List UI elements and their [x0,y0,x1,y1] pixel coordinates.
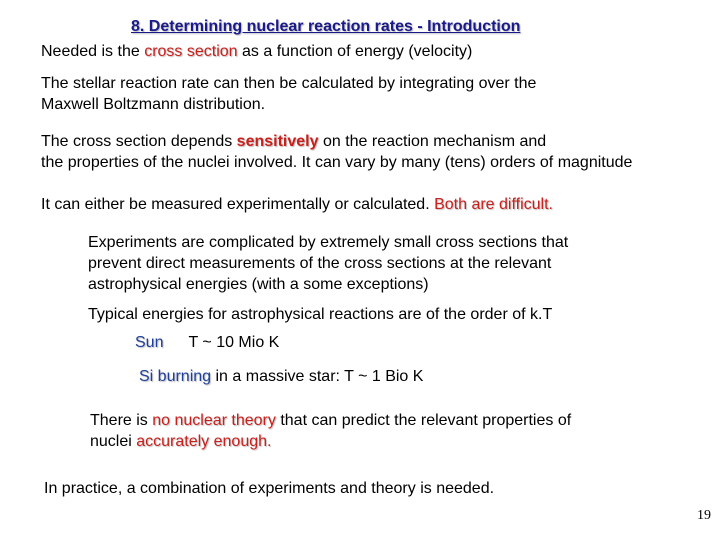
text-segment: The cross section depends [41,133,237,150]
text-line-si-burning [139,366,423,387]
text-line-conclusion: In practice, a combination of experiments and theory is needed. [44,480,495,497]
text-line-measured [41,194,553,215]
text-segment: in a massive star: T ~ 1 Bio K [211,368,424,385]
text-line-typical-energies: Typical energies for astrophysical reactions are of the order of k.T [88,306,553,323]
text-line-depends [41,131,546,152]
text-segment: There is [90,412,153,429]
text-segment: nuclei [90,433,137,450]
text-line-accurately [90,431,271,452]
text-line-experiments: Experiments are complicated by extremely small cross sections that [88,234,569,251]
highlight-sun: Sun [135,334,164,351]
text-line-prevent: prevent direct measurements of the cross sections at the relevant [88,255,552,272]
highlight-no-nuclear-theory: no nuclear theory [152,412,276,429]
slide-title: 8. Determining nuclear reaction rates - Introduction [131,18,521,35]
text-segment: on the reaction mechanism and [318,133,547,150]
text-line-cross-section [41,41,472,62]
highlight-accurately-enough: accurately enough. [136,433,272,450]
highlight-si-burning: Si burning [139,368,212,385]
text-line-properties: the properties of the nuclei involved. It can vary by many (tens) orders of magnitude [41,154,633,171]
highlight-both-difficult: Both are difficult. [434,196,553,213]
highlight-cross-section: cross section [144,43,238,60]
highlight-sensitively: sensitively [236,133,319,150]
text-segment: T ~ 10 Mio K [188,334,280,351]
text-line-sun [135,332,279,353]
text-line-stellar-rate: The stellar reaction rate can then be calculated by integrating over the [41,75,537,92]
text-segment: as a function of energy (velocity) [237,43,473,60]
text-line-astrophysical: astrophysical energies (with a some exceptions) [88,276,429,293]
text-segment: Needed is the [41,43,145,60]
page-number: 19 [697,508,711,523]
text-segment: that can predict the relevant properties of [275,412,572,429]
text-line-no-theory [90,410,571,431]
text-segment: It can either be measured experimentally or calculated. [41,196,435,213]
text-line-maxwell: Maxwell Boltzmann distribution. [41,96,266,113]
